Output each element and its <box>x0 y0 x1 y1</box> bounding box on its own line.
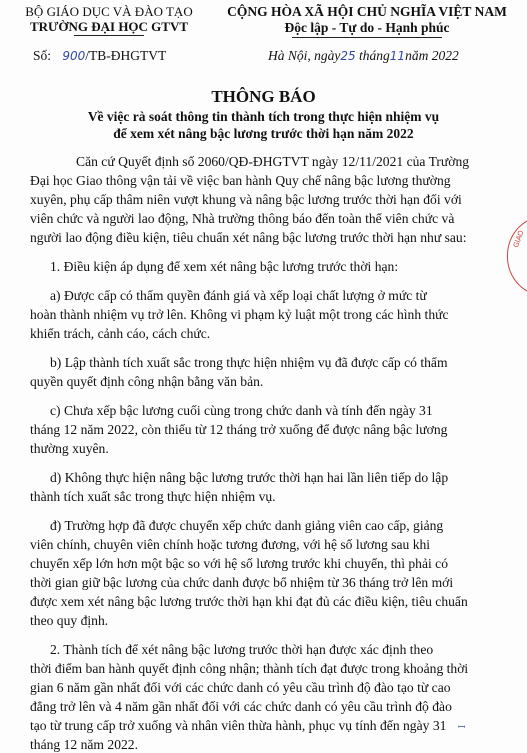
document-title: THÔNG BÁO <box>211 87 316 106</box>
date-prefix: Hà Nội, ngày <box>268 48 341 63</box>
body-line: c) Chưa xếp bậc lương cuối cùng trong chức danh và tính đến ngày 31 <box>50 403 433 418</box>
ref-prefix: Số: <box>33 48 52 63</box>
body-line: tháng 12 năm 2022, còn thiếu từ 12 tháng trở xuống để được nâng bậc lương <box>30 422 448 437</box>
body-line: viên chức và người lao động, Nhà trường thông báo đến toàn thể viên chức và <box>30 211 455 226</box>
date-month-label: tháng <box>359 48 390 63</box>
body-line: quyền quyết định công nhận bằng văn bản. <box>30 374 264 389</box>
body-line: Đại học Giao thông vận tải về việc ban hành Quy chế nâng bậc lương thường <box>30 173 451 188</box>
date-year: năm 2022 <box>405 48 459 63</box>
body-line: theo quy định. <box>30 613 109 628</box>
body-line: viên chính, chuyên viên chính hoặc tương đương, với hệ số lương sau khi <box>30 537 431 552</box>
ref-number-handwritten: 900 <box>62 49 86 63</box>
body-line: d) Không thực hiện nâng bậc lương trước thời hạn hai lần liên tiếp do lập <box>50 470 449 485</box>
motto-underline <box>292 37 442 38</box>
body-line: người lao động điều kiện, tiêu chuẩn xét nâng bậc lương trước thời hạn như sau: <box>30 230 467 245</box>
body-line: đẳng trở lên và 4 năm gần nhất đối với các chức danh có yêu cầu trình độ đào <box>30 699 452 714</box>
date-month-handwritten: 11 <box>389 49 406 63</box>
body-line: thời điểm ban hành quyết định công nhận; thành tích đạt được trong khoảng thời <box>30 661 469 676</box>
issuer-block <box>14 4 204 36</box>
body-line: đ) Trường hợp đã được chuyển xếp chức danh giảng viên cao cấp, giảng <box>50 518 444 533</box>
document-number <box>33 48 166 64</box>
national-motto: Độc lập - Tự do - Hạnh phúc <box>284 20 450 35</box>
issuer-underline <box>74 35 144 36</box>
body-line: tháng 12 năm 2022. <box>30 737 138 752</box>
body-line: gian 6 năm gần nhất đối với các chức danh có yêu cầu trình độ đào tạo từ cao <box>30 680 451 695</box>
university-name: TRƯỜNG ĐẠI HỌC GTVT <box>29 19 189 34</box>
body-line: thành tích xuất sắc trong thực hiện nhiệm vụ. <box>30 489 276 504</box>
body-line: hoàn thành nhiệm vụ trở lên. Không vi phạm kỷ luật một trong các hình thức <box>30 307 449 322</box>
body-line: chuyển xếp lớn hơn một bậc so với hệ số lương trước khi chuyển, thì phải có <box>30 556 449 571</box>
official-stamp <box>507 215 527 297</box>
body-line: khiển trách, cảnh cáo, cách chức. <box>30 326 211 341</box>
document-subtitle-line-1: Về việc rà soát thông tin thành tích trong thực hiện nhiệm vụ <box>87 109 440 124</box>
stamp-text: GIAO <box>512 229 526 249</box>
issue-date <box>268 48 459 64</box>
ref-suffix: /TB-ĐHGTVT <box>85 48 167 63</box>
national-header <box>212 4 522 38</box>
country-name: CỘNG HÒA XÃ HỘI CHỦ NGHĨA VIỆT NAM <box>227 4 507 19</box>
body-line: thường xuyên. <box>30 441 109 456</box>
body-line: tạo từ trung cấp trở xuống và nhân viên thừa hành, phục vụ tính đến ngày 31 <box>30 718 447 733</box>
body-line: a) Được cấp có thẩm quyền đánh giá và xếp loại chất lượng ở mức từ <box>50 288 427 303</box>
body-line: được xem xét nâng bậc lương trước thời hạn khi đạt đủ các điều kiện, tiêu chuẩn <box>30 594 468 609</box>
initials-mark: ꟷ <box>458 723 466 733</box>
section-heading: 1. Điều kiện áp dụng để xem xét nâng bậc lương trước thời hạn: <box>50 259 399 274</box>
body-line: b) Lập thành tích xuất sắc trong thực hiện nhiệm vụ đã được cấp có thẩm <box>50 355 448 370</box>
document-subtitle-line-2: để xem xét nâng bậc lương trước thời hạn năm 2022 <box>113 126 414 141</box>
ministry-name: BỘ GIÁO DỤC VÀ ĐÀO TẠO <box>25 4 193 19</box>
body-line: 2. Thành tích để xét nâng bậc lương trước thời hạn được xác định theo <box>50 642 434 657</box>
body-line: xuyên, phụ cấp thâm niên vượt khung và nâng bậc lương trước thời hạn đối với <box>30 192 462 207</box>
body-line: thời gian giữ bậc lương của chức danh được bổ nhiệm từ 36 tháng trở lên mới <box>30 575 454 590</box>
body-line: Căn cứ Quyết định số 2060/QĐ-ĐHGTVT ngày 12/11/2021 của Trường <box>76 154 470 169</box>
date-day-handwritten: 25 <box>340 49 356 63</box>
